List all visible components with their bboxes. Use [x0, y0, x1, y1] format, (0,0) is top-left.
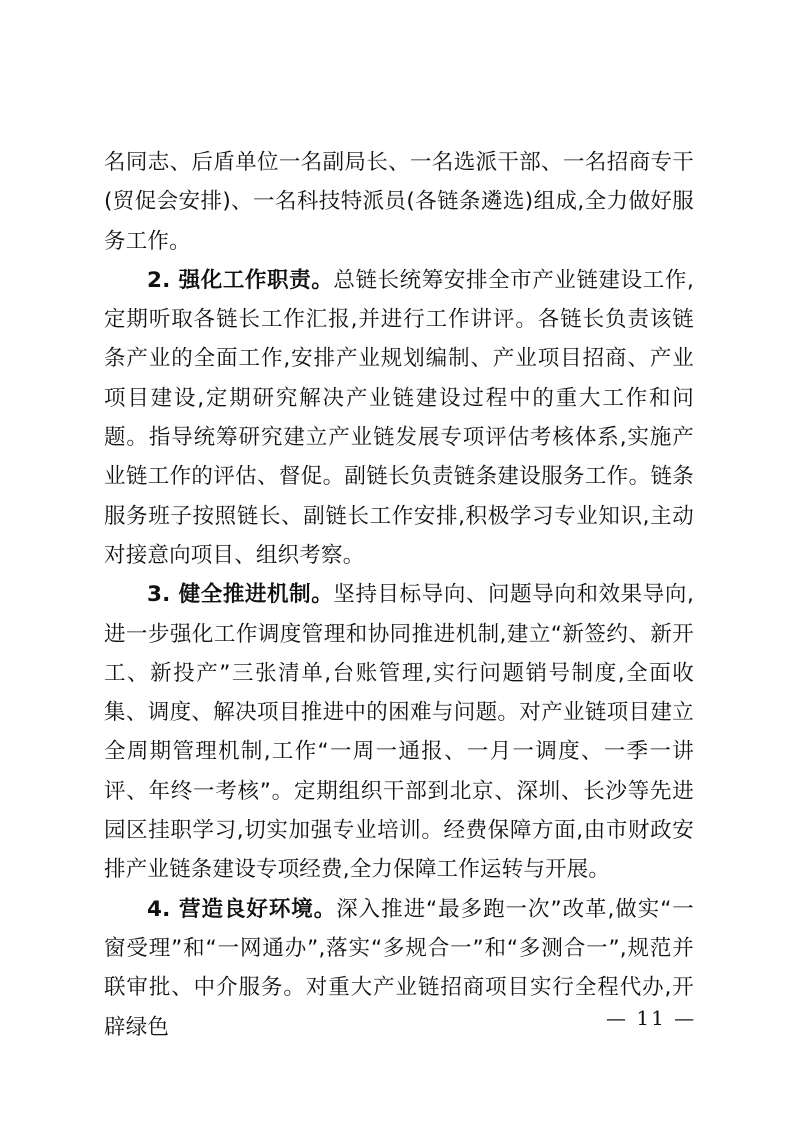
section-4-title: 营造良好环境。	[178, 896, 337, 922]
section-2-heading	[147, 268, 333, 293]
section-2-title: 强化工作职责。	[178, 267, 334, 293]
page-number: — 11 —	[606, 1006, 697, 1030]
section-4-heading	[147, 897, 336, 922]
section-3-heading	[147, 582, 333, 607]
document-page	[104, 143, 697, 1047]
section-3-title: 健全推进机制。	[178, 582, 334, 608]
section-2-body: 总链长统筹安排全市产业链建设工作,定期听取各链长工作汇报,并进行工作讲评。各链长负责该链条产业的全面工作,安排产业规划编制、产业项目招商、产业项目建设,定期研究解决产业链建设过程中的重大工作和问题。指导统筹研究建立产业链发展专项评估考核体系,实施产业链工作的评估、督促。副链长负责链条建设服务工作。链条服务班子按照链长、副链长工作安排,积极学习专业知识,主动对接意向项目、组织考察。	[104, 267, 694, 568]
section-3-number: 3.	[147, 582, 171, 608]
section-2-paragraph	[104, 261, 694, 575]
section-2-number: 2.	[147, 267, 171, 293]
intro-paragraph: 名同志、后盾单位一名副局长、一名选派干部、一名招商专干(贸促会安排)、一名科技特派员(各链条遴选)组成,全力做好服务工作。	[104, 150, 694, 254]
section-4-body: 深入推进“最多跑一次”改革,做实“一窗受理”和“一网通办”,落实“多规合一”和“多测合一”,规范并联审批、中介服务。对重大产业链招商项目实行全程代办,开辟绿色	[104, 896, 695, 1040]
section-3-paragraph	[104, 575, 694, 889]
section-4-number: 4.	[147, 896, 171, 922]
section-3-body: 坚持目标导向、问题导向和效果导向,进一步强化工作调度管理和协同推进机制,建立“新签约、新开工、新投产”三张清单,台账管理,实行问题销号制度,全面收集、调度、解决项目推进中的困难与问题。对产业链项目建立全周期管理机制,工作“一周一通报、一月一调度、一季一讲评、年终一考核”。定期组织干部到北京、深圳、长沙等先进园区挂职学习,切实加强专业培训。经费保障方面,由市财政安排产业链条建设专项经费,全力保障工作运转与开展。	[104, 582, 694, 883]
